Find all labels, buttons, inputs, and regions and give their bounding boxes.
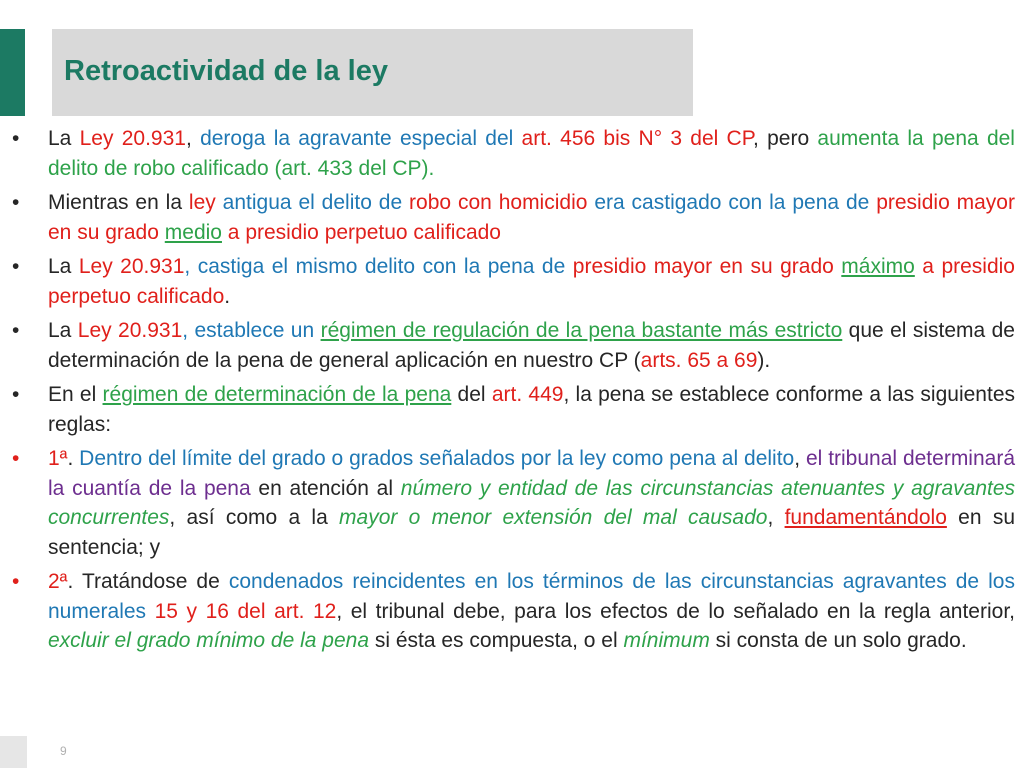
text-segment: Mientras en la (48, 191, 189, 214)
bullet-item (12, 252, 1015, 311)
text-segment: ley (188, 191, 216, 214)
text-segment: , así como a la (169, 506, 340, 529)
text-segment: si ésta es compuesta, o el (369, 629, 624, 652)
text-segment: art. 449 (491, 383, 564, 406)
text-segment: máximo (841, 255, 915, 278)
text-segment: del (451, 383, 492, 406)
text-segment: deroga la agravante especial del (200, 127, 522, 150)
text-segment: . (224, 284, 231, 308)
page-title: Retroactividad de la ley (64, 55, 388, 87)
text-segment: , (794, 447, 806, 470)
bullet-marker: • (12, 255, 20, 278)
text-segment: mayor o menor extensión del mal causado (339, 506, 768, 529)
text-segment: número y entidad de las circunstancias atenuantes y agravantes concurrentes (48, 476, 1016, 529)
bullet-item (12, 567, 1015, 656)
text-segment: en atención al (250, 476, 401, 500)
text-segment: , establece un (182, 319, 321, 342)
bullet-item (12, 316, 1015, 375)
page-number: 9 (60, 744, 67, 758)
text-segment: aumenta la pena del delito de robo calificado (art. 433 del CP). (48, 127, 1015, 180)
text-segment: era castigado con la pena de (587, 191, 877, 214)
text-segment: régimen de regulación de la pena bastante más estricto (320, 319, 843, 342)
bullet-item (12, 188, 1015, 247)
text-segment: Ley 20.931 (78, 255, 185, 278)
text-segment: 15 y 16 del art. 12 (154, 599, 337, 623)
bullet-marker: • (12, 570, 20, 593)
text-segment: que el sistema de determinación de la pena de general aplicación en nuestro CP ( (48, 319, 1015, 372)
text-segment: fundamentándolo (784, 506, 947, 529)
bullet-list (12, 124, 1015, 661)
text-segment: robo con homicidio (409, 191, 588, 214)
bullet-marker: • (12, 191, 20, 214)
text-segment: presidio mayor en su grado (48, 191, 1015, 244)
text-segment: mínimum (623, 629, 710, 652)
text-segment: en su sentencia; y (48, 506, 1015, 559)
text-segment: ). (757, 348, 771, 372)
bullet-item (12, 380, 1015, 439)
text-segment: , el tribunal debe, para los efectos de lo señalado en la regla anterior, (336, 599, 1015, 623)
text-segment: si consta de un solo grado. (709, 629, 967, 652)
text-segment: arts. 65 a 69 (640, 348, 758, 372)
bullet-marker: • (12, 319, 20, 342)
text-segment: La (48, 255, 79, 278)
bullet-item (12, 124, 1015, 183)
text-segment: 1ª (48, 447, 68, 470)
text-segment: presidio mayor en su grado (572, 255, 842, 278)
text-segment: excluir el grado mínimo de la pena (48, 629, 370, 652)
bullet-marker: • (12, 447, 20, 470)
text-segment: , pero (753, 127, 818, 150)
text-segment: art. 456 bis N° 3 del CP (521, 127, 754, 150)
title-accent-bar (0, 29, 25, 116)
title-banner (52, 29, 693, 116)
text-segment: régimen de determinación de la pena (102, 383, 452, 406)
text-segment: La (48, 319, 78, 342)
text-segment: La (48, 127, 80, 150)
text-segment: , la pena se establece conforme a las siguientes reglas: (48, 383, 1015, 436)
text-segment: condenados reincidentes en los términos de las circunstancias agravantes de los numerales (48, 570, 1015, 623)
bullet-item (12, 444, 1015, 562)
bullet-marker: • (12, 383, 20, 406)
text-segment: . (67, 447, 80, 470)
footer-decoration (0, 736, 27, 768)
text-segment: , (185, 127, 201, 150)
text-segment: el tribunal determinará la cuantía de la pena (48, 447, 1016, 500)
text-segment: En el (48, 383, 103, 406)
text-segment: . Tratándose de (67, 570, 229, 593)
text-segment: Dentro del límite del grado o grados señalados por la ley como pena al delito (79, 447, 795, 470)
text-segment: medio (164, 220, 222, 244)
text-segment: Ley 20.931 (77, 319, 183, 342)
text-segment: antigua el delito de (215, 191, 410, 214)
text-segment: a presidio perpetuo calificado (221, 220, 501, 244)
text-segment: Ley 20.931 (79, 127, 186, 150)
text-segment: 2ª (48, 570, 68, 593)
text-segment: a presidio perpetuo calificado (48, 255, 1015, 308)
text-segment: , castiga el mismo delito con la pena de (184, 255, 573, 278)
bullet-marker: • (12, 127, 20, 150)
text-segment: , (767, 506, 785, 529)
